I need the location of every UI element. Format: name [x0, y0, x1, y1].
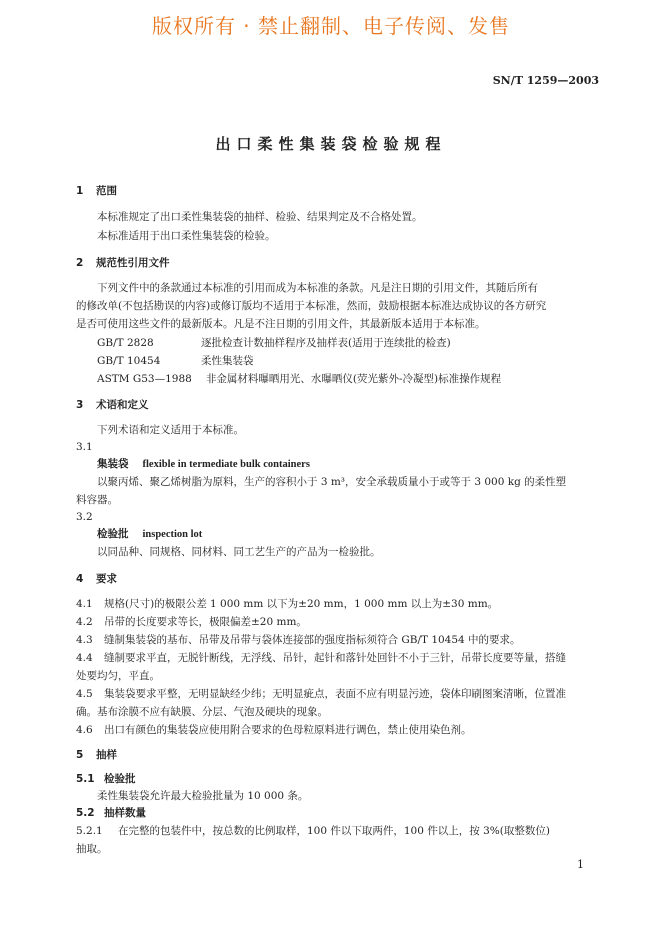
term-english: inspection lot: [142, 529, 203, 540]
reference-item: [97, 354, 254, 368]
item-text: 规格(尺寸)的极限公差 1 000 mm 以下为±20 mm，1 000 mm 以上为±30 mm。: [104, 598, 499, 610]
clause-number: 5.2.1: [76, 825, 103, 837]
item-text: 集装袋要求平整，无明显缺经少纬；无明显疵点，表面不应有明显污迹，袋体印刷图案清晰，位置准: [104, 688, 566, 700]
term-entry: [97, 527, 202, 542]
reference-title: 柔性集装袋: [201, 355, 254, 367]
reference-code: GB/T 10454: [97, 355, 161, 367]
section-4-heading: [76, 572, 117, 586]
item-number: 4.1: [76, 598, 93, 610]
term-entry: [97, 457, 310, 472]
section-2-heading: [76, 256, 170, 270]
section-5-heading: [76, 748, 117, 762]
subsection-5-1-heading: [76, 772, 136, 786]
item-number: 4.4: [76, 652, 93, 664]
definition-line: 以同品种、同规格、同材料、同工艺生产的产品为一检验批。: [97, 546, 381, 558]
section-title: 范围: [96, 185, 117, 197]
copyright-watermark: 版权所有 · 禁止翻制、电子传阅、发售: [151, 14, 511, 38]
item-text: 缝制集装袋的基布、吊带及吊带与袋体连接部的强度指标须符合 GB/T 10454 中的要求。: [104, 634, 521, 646]
section-number: 5: [76, 749, 84, 761]
page-number: 1: [577, 858, 584, 871]
reference-item: [97, 336, 451, 350]
definition-line: 料容器。: [76, 494, 118, 506]
reference-code: ASTM G53—1988: [97, 373, 192, 385]
subsection-5-2-heading: [76, 806, 146, 820]
paragraph: 本标准规定了出口柔性集装袋的抽样、检验、结果判定及不合格处置。: [97, 211, 423, 223]
requirement-item: [76, 723, 472, 737]
term-number: 3.2: [76, 511, 93, 523]
paragraph-line: 的修改单(不包括勘误的内容)或修订版均不适用于本标准，然而，鼓励根据本标准达成协议的各方研究: [76, 300, 547, 312]
section-title: 术语和定义: [96, 399, 149, 411]
requirement-item: [76, 633, 521, 647]
item-text: 出口有颜色的集装袋应使用附合要求的色母粒原料进行调色，禁止使用染色剂。: [104, 724, 472, 736]
paragraph-line: 是否可使用这些文件的最新版本。凡是不注日期的引用文件，其最新版本适用于本标准。: [76, 318, 486, 330]
subsection-title: 抽样数量: [104, 807, 146, 819]
section-number: 4: [76, 573, 84, 585]
requirement-item: [76, 687, 566, 701]
item-number: 4.2: [76, 616, 93, 628]
section-title: 规范性引用文件: [96, 257, 170, 269]
requirement-item: [76, 597, 498, 611]
item-number: 4.5: [76, 688, 93, 700]
section-1-heading: [76, 184, 117, 198]
definition-line: 以聚丙烯、聚乙烯树脂为原料，生产的容积小于 3 m³，安全承载质量小于或等于 3 000 kg 的柔性塑: [97, 476, 567, 488]
section-title: 抽样: [96, 749, 117, 761]
clause-5-2-1: [76, 824, 550, 838]
clause-text: 在完整的包装件中，按总数的比例取样，100 件以下取两件，100 件以上，按 3%(取整数位): [118, 825, 550, 837]
paragraph: 柔性集装袋允许最大检验批量为 10 000 条。: [97, 790, 309, 802]
term-chinese: 检验批: [97, 528, 129, 540]
section-3-heading: [76, 398, 149, 412]
paragraph: 本标准适用于出口柔性集装袋的检验。: [97, 230, 276, 242]
requirement-item: [76, 651, 566, 665]
reference-code: GB/T 2828: [97, 337, 154, 349]
paragraph: 下列术语和定义适用于本标准。: [97, 424, 244, 436]
document-title: 出口柔性集装袋检验规程: [215, 135, 447, 153]
item-text: 缝制要求平直，无脱针断线，无浮线、吊针，起针和落针处回针不小于三针，吊带长度要等量，搭缝: [104, 652, 566, 664]
section-title: 要求: [96, 573, 117, 585]
item-number: 4.6: [76, 724, 93, 736]
reference-title: 非金属材料曝晒用光、水曝晒仪(荧光紫外-冷凝型)标准操作规程: [205, 373, 502, 385]
subsection-title: 检验批: [104, 773, 136, 785]
requirement-item: [76, 615, 307, 629]
term-chinese: 集装袋: [97, 458, 129, 470]
subsection-number: 5.2: [76, 807, 95, 819]
term-english: flexible in termediate bulk containers: [142, 459, 310, 470]
standard-code: SN/T 1259—2003: [492, 74, 599, 87]
reference-item: [97, 372, 501, 386]
item-text-continued: 处要均匀，平直。: [76, 670, 160, 682]
reference-title: 逐批检查计数抽样程序及抽样表(适用于连续批的检查): [201, 337, 451, 349]
item-number: 4.3: [76, 634, 93, 646]
section-number: 3: [76, 399, 84, 411]
clause-text-continued: 抽取。: [76, 843, 108, 855]
item-text-continued: 确。基布涂膜不应有缺膜、分层、气泡及硬块的现象。: [76, 706, 328, 718]
term-number: 3.1: [76, 441, 93, 453]
item-text: 吊带的长度要求等长，极限偏差±20 mm。: [104, 616, 307, 628]
subsection-number: 5.1: [76, 773, 95, 785]
section-number: 1: [76, 185, 84, 197]
paragraph-line: 下列文件中的条款通过本标准的引用而成为本标准的条款。凡是注日期的引用文件，其随后所有: [97, 282, 538, 294]
section-number: 2: [76, 257, 84, 269]
